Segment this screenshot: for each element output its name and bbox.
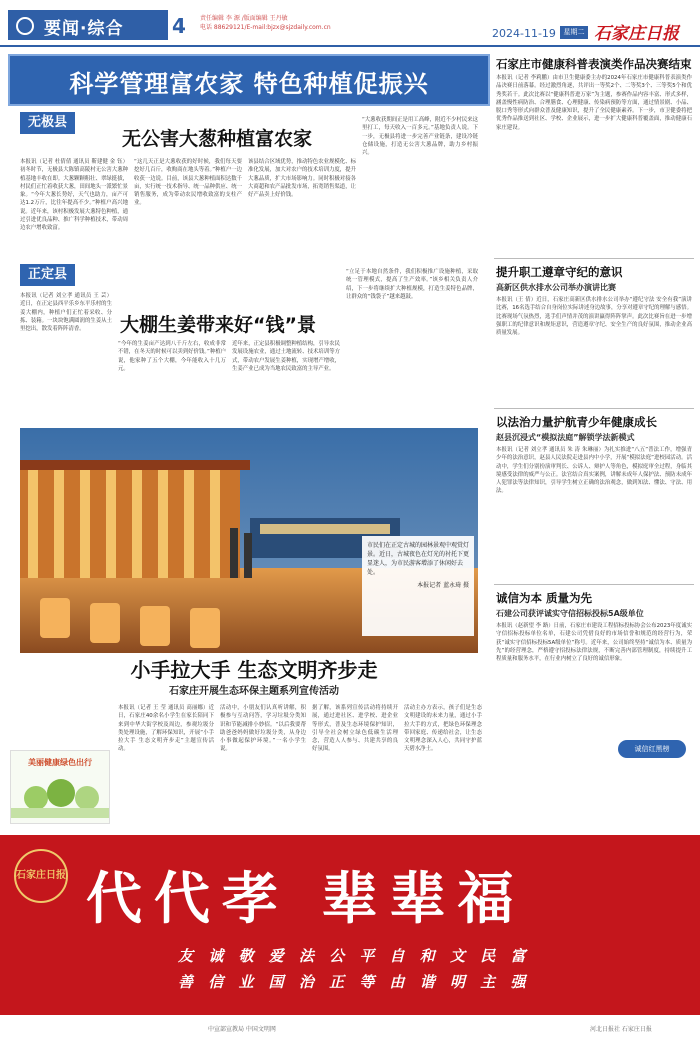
issue-weekday: 星期二 xyxy=(560,26,588,39)
article2-title: 大棚生姜带来好“钱”景 xyxy=(120,314,316,336)
section-icon xyxy=(16,17,34,35)
region-label-zhengding: 正定县 xyxy=(20,264,75,286)
right-article4-title: 诚信为本 质量为先 xyxy=(496,591,593,605)
right-divider-1 xyxy=(494,258,694,259)
banner-title: 科学管理富农家 特色种植促振兴 xyxy=(69,70,429,98)
footer-right: 河北日报社 石家庄日报 xyxy=(590,1026,652,1033)
article2-col2: “今年的生姜亩产达到八千斤左右，收成非常不错，在冬天的时候可以卖到好价钱。”种植户说，他家种了五个大棚，今年能收入十几万元。 xyxy=(118,341,226,372)
filial-piety-ad xyxy=(0,835,700,1015)
right-article3-body: 本报讯（记者 刘立孝 通讯员 朱 涛 朱琳丽）为扎实推进“八五”普法工作，增强青少年的法治意识，赵县人民法院走进县内中小学，开展“模拟法庭”进校园活动。活动中，学生们分别扮演审判长、公诉人、辩护人等角色，模拟庭审全过程，身临其境感受法律的威严与公正。法官结合真实案例，讲解未成年人保护法、预防未成年人犯罪法等法律知识，引导学生树立正确的法治观念，做到知法、懂法、守法、用法。 xyxy=(496,447,692,495)
right-article4-body: 本报讯（赵新望 李 路）日前，石家庄市建设工程招标投标协会公布2023年度诚实守信招标投标单位名单，石建公司凭借良好的市场信誉和规范的经营行为，荣获“诚实守信招标投标5A级单位”称号。近年来，公司始终坚持“诚信为本、质量为先”的经营理念，严格遵守招投标法律法规，不断完善内部管理制度，持续提升工程质量和服务水平，在行业内树立了良好的诚信形象。 xyxy=(496,623,692,663)
article2-col3: 近年来，正定县积极调整种植结构，引导农民发展设施农业，通过土地流转、技术培训等方式，带动农户发展生姜种植，实现增产增收，生姜产业已成为当地农民致富的主导产业。 xyxy=(232,341,340,372)
photo-credit: 本报记者 蓝永琦 摄 xyxy=(417,582,469,589)
photo-caption xyxy=(362,536,474,636)
ad-headline: 代代孝 辈辈福 xyxy=(86,866,526,932)
section-title: 要闻·综合 xyxy=(44,19,124,39)
page-number: 4 xyxy=(172,14,186,38)
right-article2-title: 提升职工遵章守纪的意识 xyxy=(496,265,623,279)
right-article2-subtitle: 高新区供水排水公司举办演讲比赛 xyxy=(496,283,616,292)
ad-values-line-1: 友 诚 敬 爱 法 公 平 自 和 文 民 富 xyxy=(178,947,531,965)
integrity-stamp: 诚信红黑榜 xyxy=(618,740,686,758)
right-article1-title: 石家庄市健康科普表演类作品决赛结束 xyxy=(496,57,692,71)
header-divider xyxy=(0,45,700,47)
ad-values-line-2: 善 信 业 国 治 正 等 由 谐 明 主 强 xyxy=(178,973,531,991)
issue-date: 2024-11-19 xyxy=(492,27,556,40)
article3-col4: 活动主办方表示，孩子们是生态文明建设的未来力量，通过小手拉大手的方式，把绿色环保理念带回家庭、传递给社会，让生态文明理念深入人心，共同守护蓝天碧水净土。 xyxy=(404,705,482,753)
section-tag xyxy=(8,10,168,40)
article3-title: 小手拉大手 生态文明齐步走 xyxy=(130,658,378,682)
editor-info: 责任编辑 李 源 /版面编辑 王丹敏 电话 88629121/E-mail:bjzx@sjzdaily.com.cn xyxy=(200,15,331,31)
article1-col2: “这几天正是大葱收获的好时候，我们每天要挖好几百斤，收购商在地头等着。”种植户一边收获一边说。目前，该县大葱种植面积达数千亩，实行统一技术指导、统一品种供应、统一销售服务，成为带动农民增收致富的支柱产业。 xyxy=(134,159,242,207)
right-article2-body: 本报讯（王 倩）近日，石家庄高新区供水排水公司举办“遵纪守法 安全有我”演讲比赛，16名选手结合自身岗位实际讲述身边故事，分享对遵章守纪的理解与感悟。比赛现场气氛热烈，选手们声情并茂的演讲赢得阵阵掌声。此次比赛旨在进一步增强职工的纪律意识和规矩意识，营造遵章守纪、安全生产的良好氛围，推动企业高质量发展。 xyxy=(496,297,692,337)
article1-col3: 该县结合区域优势，推动特色农业规模化、标准化发展，加大对农户的技术培训力度，提升大葱品质，扩大市场影响力。同时积极对接各大商超和农产品批发市场，拓宽销售渠道，让好产品卖上好价钱。 xyxy=(248,159,356,199)
right-article3-title: 以法治力量护航青少年健康成长 xyxy=(496,415,657,429)
right-article3-subtitle: 赵县沉浸式“模拟法庭”解锁学法新模式 xyxy=(496,433,635,442)
article3-col2: 活动中，小朋友们认真听讲解，积极参与互动问答，学习垃圾分类知识和节能减排小妙招。“以后我要帮助爸爸妈妈做好垃圾分类，从身边小事做起保护环境。”一名小学生说。 xyxy=(220,705,306,753)
right-article1-body: 本报讯（记者 李莉鹏）由市卫生健康委主办的2024年石家庄市健康科普表演类作品决赛日前落幕。经过激烈角逐，共评出一等奖2个、二等奖3个、三等奖5个和优秀奖若干。此次比赛以“健康科普进万家”为主题，参赛作品内容丰富、形式多样，涵盖慢性病防治、合理膳食、心理健康、传染病预防等方面，通过情景剧、小品、脱口秀等形式向群众普及健康知识，提升了全民健康素养。下一步，市卫健委将把优秀作品推送到社区、学校、企业展示，进一步扩大健康科普覆盖面，推动健康石家庄建设。 xyxy=(496,75,692,131)
article2-col4: “立足于本地自然条件，我们积极推广设施种植，采取统一管理模式，提高了生产效率。”该乡相关负责人介绍，下一步将继续扩大种植规模，打造生姜特色品牌，让群众的“钱袋子”越来越鼓。 xyxy=(346,269,478,300)
article3-col3: 据了解，该系列宣传活动将持续开展，通过进社区、进学校、进企业等形式，普及生态环境保护知识，引导全社会树立绿色低碳生活理念，营造人人参与、共建共享的良好氛围。 xyxy=(312,705,398,753)
right-divider-3 xyxy=(494,584,694,585)
page-header xyxy=(0,0,700,45)
newspaper-logo: 石家庄日报 xyxy=(594,24,679,44)
article2-col1: 本报讯（记者 刘立孝 通讯员 王 芸）近日，在正定县西平乐乡东平乐村的生姜大棚内，种植户们正忙着采收、分拣、装箱。一块块饱满圆润的生姜从土里挖出，散发着阵阵清香。 xyxy=(20,293,112,333)
article3-subtitle: 石家庄开展生态环保主题系列宣传活动 xyxy=(169,686,339,697)
article1-title: 无公害大葱种植富农家 xyxy=(122,128,313,150)
green-travel-poster xyxy=(10,750,110,824)
right-article4-subtitle: 石建公司获评诚实守信招标投标5A级单位 xyxy=(496,609,644,618)
article3-col1: 本报讯（记者 王 莹 通讯员 高丽娜）近日，石家庄40余名小学生在家长陪同下来到中华大街学校及周边，参观垃圾分类处理设施，了解环保知识，开展“小手拉大手 生态文明齐步走”主题宣传活动。 xyxy=(118,705,214,753)
poster-label: 美丽健康绿色出行 xyxy=(28,758,92,767)
region-label-wuji: 无极县 xyxy=(20,112,75,134)
page-footer xyxy=(0,1018,700,1040)
article1-col4: “大葱收获期间正是用工高峰，附近不少村民来这里打工，每天收入一百多元。”基地负责人说。下一步，无极县将进一步完善产业链条，建设冷链仓储设施，打造无公害大葱品牌，助力乡村振兴。 xyxy=(362,117,478,157)
poster-illustration xyxy=(11,768,110,818)
right-divider-2 xyxy=(494,408,694,409)
article3-col1-tail xyxy=(20,826,112,834)
ad-logo: 石家庄日报 xyxy=(14,849,68,903)
main-banner xyxy=(8,54,490,106)
footer-left: 中宣部宣教局 中国文明网 xyxy=(208,1026,276,1033)
article1-col1: 本报讯（记者 杜倩倩 通讯员 靳建健 金 钰）初冬时节，无极县大陈镇高陵村无公害大葱种植基地丰收在即。大葱颗颗粗壮、翠绿挺拔，村民们正忙着收获大葱，田间地头一派繁忙景象。“今年大葱长势好，天气也助力，亩产可达1.2万斤，比往年提高不少。”种植户高兴地说。近年来，该村积极发展大葱特色种植，通过引进优良品种、推广科学种植技术，带动周边农户增收致富。 xyxy=(20,159,128,232)
photo-caption-text: 市民们在正定古城的园林景观中观赏灯景。近日，古城夜色在灯光的衬托下更显迷人，为市民游客增添了休闲好去处。 xyxy=(367,542,470,576)
